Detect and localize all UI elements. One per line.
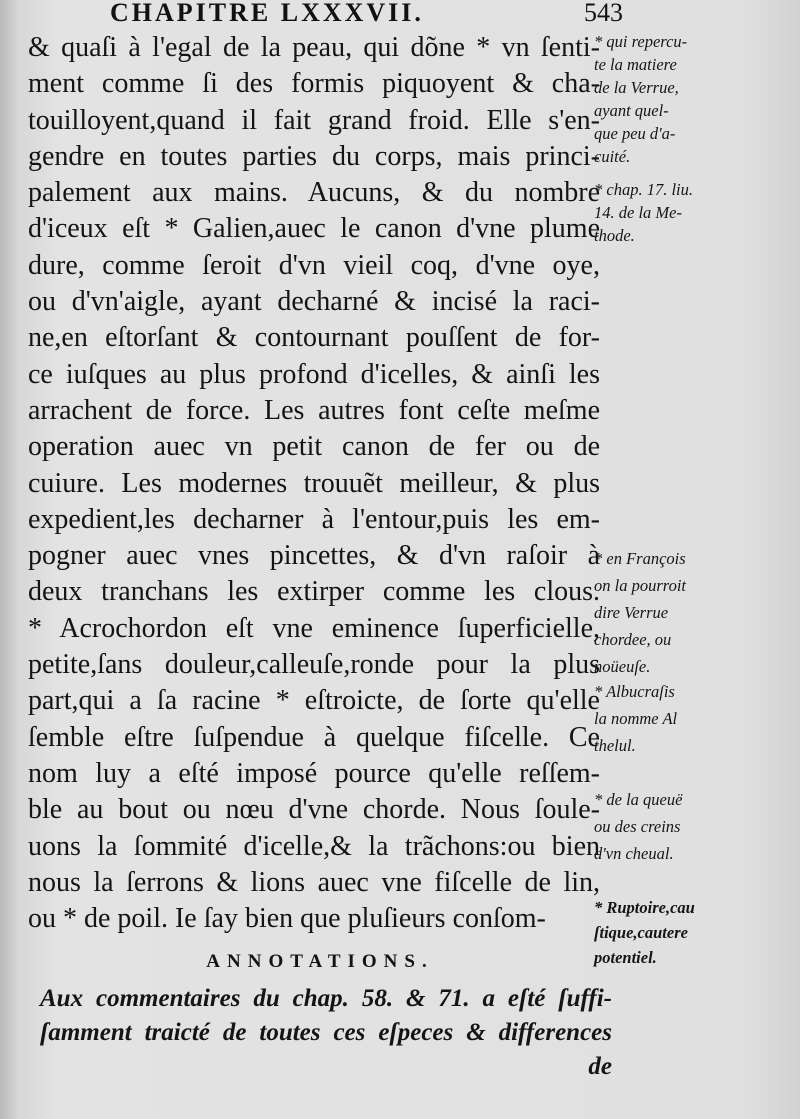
text-line: expedient,les decharner à l'entour,puis les em- bbox=[28, 503, 600, 535]
margin-note: * qui repercu- te la matiere de la Verrue, ayant quel- que peu d'a- cuité. bbox=[594, 32, 688, 166]
text-line: ou * de poil. Ie ſay bien que pluſieurs conſom- bbox=[28, 903, 546, 935]
text-line: gendre en toutes parties du corps, mais princi- bbox=[28, 140, 600, 172]
page-number: 543 bbox=[584, 0, 623, 27]
text-line: operation auec vn petit canon de fer ou de bbox=[28, 431, 600, 463]
text-line: cuiure. Les modernes trouuẽt meilleur, & plus bbox=[28, 467, 600, 499]
text-line: & quaſi à l'egal de la peau, qui dõne * vn ſenti- bbox=[28, 32, 600, 63]
text-line: nom luy a eſté imposé pource qu'elle reſſem- bbox=[28, 757, 600, 789]
margin-note: * Ruptoire,cau ſtique,cautere potentiel. bbox=[594, 898, 695, 967]
text-line: pogner auec vnes pincettes, & d'vn raſoir à bbox=[28, 540, 600, 572]
text-line: part,qui a ſa racine * eſtroicte, de ſorte qu'elle bbox=[28, 685, 600, 717]
annotations-heading: ANNOTATIONS. bbox=[206, 951, 434, 972]
text-line: d'iceux eſt * Galien,auec le canon d'vne plume bbox=[28, 213, 600, 245]
text-line: ou d'vn'aigle, ayant decharné & incisé la raci- bbox=[28, 286, 600, 318]
chapter-heading: CHAPITRE LXXXVII. bbox=[110, 0, 424, 27]
text-line: petite,ſans douleur,calleuſe,ronde pour la plus bbox=[28, 649, 600, 681]
main-text-block bbox=[28, 30, 600, 937]
margin-note: * chap. 17. liu. 14. de la Me- thode. bbox=[594, 180, 693, 245]
margin-note: * en François on la pourroit dire Verrue chordee, ou noüeuſe. bbox=[594, 549, 686, 676]
margin-note: * de la queuë ou des creins d'vn cheual. bbox=[594, 790, 683, 863]
text-line: touilloyent,quand il fait grand froid. Elle s'en- bbox=[28, 104, 600, 136]
text-line: nous la ſerrons & lions auec vne fiſcelle de lin, bbox=[28, 866, 600, 898]
text-line: arrachent de force. Les autres font ceſte meſme bbox=[28, 394, 600, 426]
margin-note: * Albucraſis la nomme Al thelul. bbox=[594, 682, 678, 755]
text-line: dure, comme ſeroit d'vn vieil coq, d'vne oye, bbox=[28, 249, 600, 281]
text-line: palement aux mains. Aucuns, & du nombre bbox=[28, 177, 600, 209]
annotations-text bbox=[40, 982, 612, 1084]
text-line: ment comme ſi des formis piquoyent & cha- bbox=[28, 68, 600, 100]
text-line: ſemble eſtre ſuſpendue à quelque fiſcelle. Ce bbox=[28, 721, 600, 753]
text-line: deux tranchans les extirper comme les clous. bbox=[28, 576, 600, 608]
text-line: ble au bout ou nœu d'vne chorde. Nous ſoule- bbox=[28, 794, 600, 826]
text-line: ſamment traicté de toutes ces eſpeces & differences bbox=[40, 1019, 612, 1046]
text-line: * Acrochordon eſt vne eminence ſuperficielle, bbox=[28, 612, 600, 644]
text-line: ne,en eſtorſant & contournant pouſſent de for- bbox=[28, 322, 600, 354]
text-line: Aux commentaires du chap. 58. & 71. a eſté ſuffi- bbox=[40, 985, 612, 1012]
text-line: ce iuſques au plus profond d'icelles, & ainſi les bbox=[28, 358, 600, 390]
text-line: de bbox=[588, 1053, 612, 1080]
text-line: uons la ſommité d'icelle,& la trãchons:ou bien bbox=[28, 830, 600, 862]
